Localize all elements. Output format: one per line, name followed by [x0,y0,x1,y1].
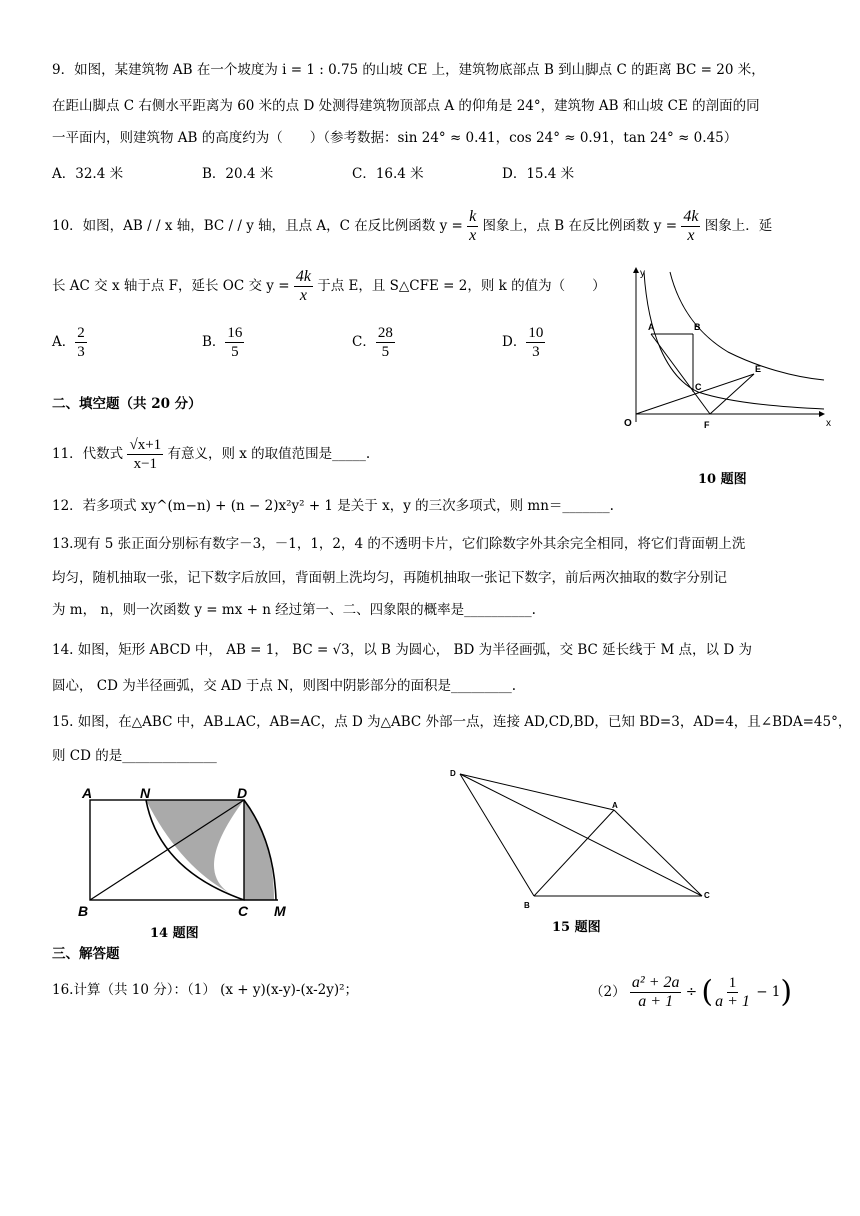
label-c: C [704,891,710,900]
q10-line1 [52,208,772,245]
section-3-heading: 三、解答题 [52,946,120,962]
q15-line1: 15. 如图，在△ABC 中，AB⊥AC，AB=AC，点 D 为△ABC 外部一点，连接 AD,CD,BD，已知 BD=3，AD=4，且∠BDA=45°， [52,714,852,730]
q16-part2 [590,974,792,1011]
label-n: N [140,785,151,801]
q10-text-c: 图象上．延 [704,218,773,234]
segment-dc [460,774,702,896]
q13-line1: 13.现有 5 张正面分别标有数字－3，－1，1，2，4 的不透明卡片，它们除数字外其余完全相同，将它们背面朝上洗 [52,536,746,552]
q9-option-b: B．20.4 米 [202,166,274,182]
q10-text-a: 10．如图，AB / / x 轴，BC / / y 轴，且点 A，C 在反比例函数 y = [52,218,463,234]
label-a: A [612,801,618,810]
q15-line2: 则 CD 的是______________ [52,748,217,764]
label-c: C [238,903,249,919]
label-e: E [755,364,762,374]
q10-fraction-k-over-x: $\frac{k}{x}$ [469,208,477,244]
q11-fraction: $\frac{√x+1}{x-1}$ [129,437,162,472]
caption-14: 14 题图 [150,926,199,941]
figure-14 [74,780,304,920]
label-b: B [524,901,530,910]
q10-option-b: B． $\frac{16}{5}$ [202,325,243,360]
q13-line3: 为 m， n，则一次函数 y = mx + n 经过第一、二、四象限的概率是__________. [52,602,536,618]
segment-fe [710,374,754,414]
q16-right-paren: ) [780,974,793,1010]
section-2-heading: 二、填空题（共 20 分） [52,396,202,412]
q10-line2 [52,268,606,305]
label-x: x [826,418,831,429]
segment-ac [614,810,702,896]
q10-option-d: D． $\frac{10}{3}$ [502,325,544,360]
q9-line3: 一平面内，则建筑物 AB 的高度约为（ ）（参考数据：sin 24° ≈ 0.41，cos 24° ≈ 0.91，tan 24° ≈ 0.45） [52,130,738,146]
label-y: y [640,268,645,279]
caption-10: 10 题图 [698,472,747,487]
label-m: M [274,903,286,919]
q16-minus-one: − 1 [756,984,781,1000]
q14-line1: 14. 如图，矩形 ABCD 中， AB = 1， BC = √3，以 B 为圆心， BD 为半径画弧，交 BC 延长线于 M 点，以 D 为 [52,642,752,658]
q9-option-c: C．16.4 米 [352,166,424,182]
q9-line2: 在距山脚点 C 右侧水平距离为 60 米的点 D 处测得建筑物顶部点 A 的仰角是 24°，建筑物 AB 和山坡 CE 的剖面的同 [52,98,760,114]
label-d: D [450,769,456,778]
q11-line [52,436,370,473]
q16-part1: 16.计算（共 10 分）：（1） (x + y)(x-y)-(x-2y)²； [52,982,359,998]
label-b: B [694,322,701,332]
q14-line2: 圆心， CD 为半径画弧，交 AD 于点 N，则图中阴影部分的面积是_________. [52,678,517,694]
q11-post: 有意义，则 x 的取值范围是_____. [167,446,371,462]
segment-af [651,334,710,414]
segment-oe [636,374,754,414]
label-d: D [237,785,248,801]
q16-fraction-1: $\frac{\text{a² + 2a}}{a + 1}$ [631,974,680,1010]
q16-fraction-2: $\frac{1}{a + 1}$ [715,975,750,1010]
q9-option-d: D．15.4 米 [502,166,575,182]
figure-10 [618,262,832,434]
q10-fraction-4k-over-x-2: $\frac{4k}{x}$ [295,268,311,304]
q16-left-paren: ( [701,974,714,1010]
q9-option-a: A．32.4 米 [52,166,124,182]
label-a: A [82,785,93,801]
q11-pre: 11．代数式 [52,446,124,462]
label-f: F [704,420,710,430]
q16-part2-label: （2） [590,984,626,1000]
q16-div-sign: ÷ [685,984,698,1000]
q10-text-e: 于点 E，且 S△CFE = 2，则 k 的值为（ ） [317,278,606,294]
caption-15: 15 题图 [552,920,601,935]
q10-option-a: A． $\frac{2}{3}$ [52,325,85,360]
q9-line1: 9．如图，某建筑物 AB 在一个坡度为 i = 1 : 0.75 的山坡 CE 上，建筑物底部点 B 到山脚点 C 的距离 BC = 20 米， [52,62,765,78]
q12-line: 12．若多项式 xy^(m−n) + (n − 2)x²y² + 1 是关于 x，y 的三次多项式，则 mn＝_______. [52,498,614,514]
q10-text-d: 长 AC 交 x 轴于点 F，延长 OC 交 y = [52,278,290,294]
figure-15 [446,764,716,914]
q13-line2: 均匀，随机抽取一张，记下数字后放回，背面朝上洗均匀，再随机抽取一张记下数字，前后两次抽取的数字分别记 [52,570,727,586]
label-c: C [695,382,702,392]
q10-option-c: C． $\frac{28}{5}$ [352,325,393,360]
curve-k [644,272,824,409]
q10-fraction-4k-over-x: $\frac{4k}{x}$ [683,208,699,244]
label-a: A [648,322,655,332]
segment-ab [534,810,614,896]
segment-da [460,774,614,810]
q10-text-b: 图象上，点 B 在反比例函数 y = [482,218,678,234]
label-b: B [78,903,89,919]
label-o: O [624,418,632,429]
